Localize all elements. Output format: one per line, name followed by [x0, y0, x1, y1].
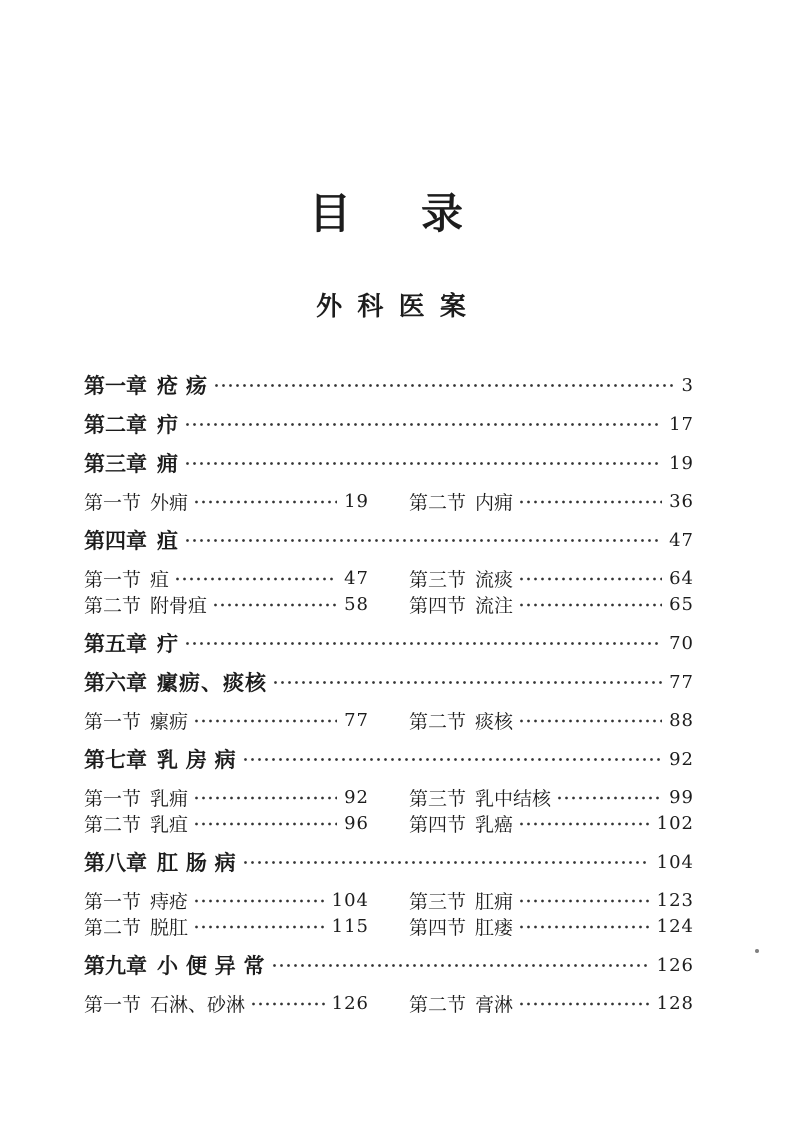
section-title: 流注 [475, 596, 514, 618]
chapter-number-label: 第二章 [84, 414, 147, 438]
dot-leader [193, 888, 325, 914]
toc-section-entry [84, 811, 369, 837]
section-page-number: 128 [656, 993, 694, 1015]
section-title: 瘰疬 [150, 712, 189, 734]
chapter-title: 疖 [157, 414, 179, 438]
chapter-page-number: 17 [669, 413, 694, 435]
dot-leader [271, 952, 650, 979]
section-number-label: 第四节 [409, 918, 467, 940]
dot-leader [518, 489, 662, 515]
chapter-title: 乳 房 病 [157, 749, 237, 773]
section-number-label: 第一节 [84, 493, 142, 515]
chapter-page-number: 3 [681, 374, 694, 396]
toc-chapter-row [84, 450, 694, 477]
toc-section-entry [84, 914, 369, 940]
toc-section-entry [409, 489, 694, 515]
toc-chapter-row [84, 527, 694, 554]
dot-leader [518, 914, 650, 940]
toc-section-entry [409, 811, 694, 837]
chapter-page-number: 92 [669, 748, 694, 770]
section-number-label: 第一节 [84, 892, 142, 914]
chapter-title: 小 便 异 常 [157, 955, 266, 979]
chapter-number-label: 第一章 [84, 375, 147, 399]
toc-section-row [84, 991, 694, 1017]
dot-leader [518, 566, 662, 592]
toc-section-entry [409, 592, 694, 618]
section-page-number: 126 [331, 993, 369, 1015]
dot-leader [193, 708, 337, 734]
chapter-title: 瘰疬、痰核 [157, 672, 267, 696]
toc-section-row [84, 489, 694, 515]
dot-leader [250, 991, 325, 1017]
section-title: 肛瘘 [475, 918, 514, 940]
section-title: 膏淋 [475, 995, 514, 1017]
section-page-number: 58 [344, 594, 369, 616]
section-number-label: 第四节 [409, 815, 467, 837]
dot-leader [193, 489, 337, 515]
section-page-number: 123 [656, 890, 694, 912]
toc-section-entry [84, 785, 369, 811]
chapter-number-label: 第三章 [84, 453, 147, 477]
section-page-number: 64 [669, 568, 694, 590]
part-heading: 外 科 医 案 [316, 291, 470, 321]
toc-chapter-row [84, 669, 694, 696]
section-title: 乳疽 [150, 815, 189, 837]
toc-section-entry [84, 708, 369, 734]
section-title: 附骨疽 [150, 596, 208, 618]
toc-section-row [84, 566, 694, 592]
section-title: 内痈 [475, 493, 514, 515]
dot-leader [272, 669, 662, 696]
toc-section-entry [84, 991, 369, 1017]
section-title: 脱肛 [150, 918, 189, 940]
section-page-number: 92 [344, 787, 369, 809]
section-page-number: 99 [669, 787, 694, 809]
chapter-title: 疽 [157, 530, 179, 554]
section-title: 痰核 [475, 712, 514, 734]
toc-section-entry [84, 592, 369, 618]
section-title: 乳中结核 [475, 789, 552, 811]
dot-leader [193, 785, 337, 811]
section-number-label: 第二节 [84, 596, 142, 618]
dot-leader [518, 708, 662, 734]
dot-leader [213, 372, 675, 399]
chapter-number-label: 第八章 [84, 852, 147, 876]
dot-leader [184, 630, 662, 657]
chapter-number-label: 第九章 [84, 955, 147, 979]
section-title: 乳癌 [475, 815, 514, 837]
section-page-number: 36 [669, 491, 694, 513]
section-title: 肛痈 [475, 892, 514, 914]
section-page-number: 47 [344, 568, 369, 590]
chapter-page-number: 19 [669, 452, 694, 474]
toc-section-row [84, 811, 694, 837]
chapter-number-label: 第六章 [84, 672, 147, 696]
dot-leader [242, 746, 662, 773]
section-number-label: 第三节 [409, 789, 467, 811]
chapter-page-number: 70 [669, 632, 694, 654]
section-number-label: 第一节 [84, 570, 142, 592]
chapter-page-number: 47 [669, 529, 694, 551]
table-of-contents [0, 342, 786, 1017]
section-title: 乳痈 [150, 789, 189, 811]
toc-chapter-row [84, 372, 694, 399]
chapter-page-number: 104 [656, 851, 694, 873]
section-title: 疽 [150, 570, 170, 592]
section-number-label: 第三节 [409, 892, 467, 914]
section-title: 痔疮 [150, 892, 189, 914]
chapter-title: 肛 肠 病 [157, 852, 237, 876]
toc-chapter-row [84, 630, 694, 657]
section-page-number: 96 [344, 813, 369, 835]
toc-section-entry [409, 991, 694, 1017]
toc-section-entry [84, 489, 369, 515]
toc-section-entry [409, 888, 694, 914]
dot-leader [193, 811, 337, 837]
chapter-number-label: 第七章 [84, 749, 147, 773]
chapter-page-number: 77 [669, 671, 694, 693]
section-number-label: 第一节 [84, 712, 142, 734]
dot-leader [184, 411, 662, 438]
dot-leader [518, 592, 662, 618]
toc-section-row [84, 914, 694, 940]
scan-speck [755, 949, 759, 953]
chapter-title: 疔 [157, 633, 179, 657]
toc-section-entry [409, 785, 694, 811]
section-page-number: 124 [656, 916, 694, 938]
toc-section-entry [409, 566, 694, 592]
section-number-label: 第二节 [409, 493, 467, 515]
dot-leader [184, 527, 662, 554]
toc-section-entry [409, 914, 694, 940]
section-number-label: 第三节 [409, 570, 467, 592]
section-number-label: 第四节 [409, 596, 467, 618]
chapter-number-label: 第五章 [84, 633, 147, 657]
section-page-number: 77 [344, 710, 369, 732]
section-page-number: 88 [669, 710, 694, 732]
dot-leader [556, 785, 662, 811]
dot-leader [212, 592, 337, 618]
dot-leader [518, 888, 650, 914]
section-page-number: 102 [656, 813, 694, 835]
section-page-number: 19 [344, 491, 369, 513]
chapter-page-number: 126 [656, 954, 694, 976]
chapter-title: 痈 [157, 453, 179, 477]
section-title: 流痰 [475, 570, 514, 592]
toc-section-entry [409, 708, 694, 734]
toc-section-row [84, 708, 694, 734]
section-number-label: 第二节 [409, 712, 467, 734]
dot-leader [518, 991, 650, 1017]
toc-chapter-row [84, 849, 694, 876]
toc-section-entry [84, 566, 369, 592]
dot-leader [184, 450, 662, 477]
section-number-label: 第二节 [409, 995, 467, 1017]
toc-section-row [84, 592, 694, 618]
toc-section-row [84, 888, 694, 914]
toc-chapter-row [84, 952, 694, 979]
chapter-title: 疮 疡 [157, 375, 208, 399]
toc-section-entry [84, 888, 369, 914]
section-title: 石淋、砂淋 [150, 995, 246, 1017]
dot-leader [193, 914, 325, 940]
section-title: 外痈 [150, 493, 189, 515]
section-number-label: 第二节 [84, 815, 142, 837]
toc-title: 目 录 [308, 190, 477, 237]
chapter-number-label: 第四章 [84, 530, 147, 554]
section-page-number: 104 [331, 890, 369, 912]
dot-leader [242, 849, 650, 876]
section-number-label: 第一节 [84, 789, 142, 811]
section-page-number: 65 [669, 594, 694, 616]
section-number-label: 第一节 [84, 995, 142, 1017]
dot-leader [174, 566, 337, 592]
toc-chapter-row [84, 746, 694, 773]
section-number-label: 第二节 [84, 918, 142, 940]
dot-leader [518, 811, 650, 837]
toc-section-row [84, 785, 694, 811]
section-page-number: 115 [331, 916, 369, 938]
toc-chapter-row [84, 411, 694, 438]
